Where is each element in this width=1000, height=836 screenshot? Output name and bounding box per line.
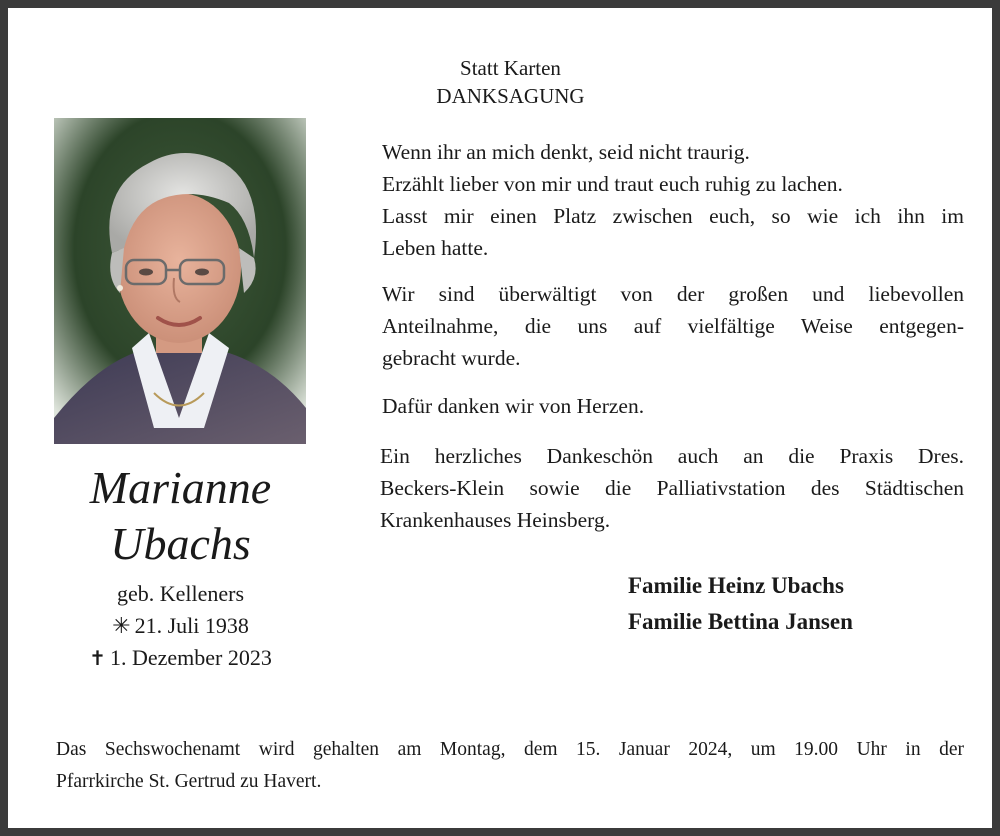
death-line [48,642,313,674]
header [368,54,653,110]
service-announcement [56,734,964,798]
paragraph-line: Ein herzliches Dankeschön auch an die Praxis Dres. [380,444,964,468]
poem [382,136,964,264]
signatures [628,568,853,640]
gratitude-text: Dafür danken wir von Herzen. [382,394,645,418]
thanks-paragraph [382,278,964,374]
poem-line: Leben hatte. [382,236,489,260]
birth-name: geb. Kelleners [116,581,245,606]
paragraph-line: Wir sind überwältigt von der großen und liebevollen [382,282,964,306]
poem-line: Erzählt lieber von mir und traut euch ruhig zu lachen. [382,172,843,196]
paragraph-line: gebracht wurde. [382,346,521,370]
death-date: 1. Dezember 2023 [109,645,272,670]
portrait-photo [54,118,306,444]
last-name: Ubachs [110,518,251,569]
gratitude-line [382,390,964,422]
death-cross-icon: ✝ [89,646,106,670]
paragraph-line: Anteilnahme, die uns auf vielfältige Weise entgegen- [382,314,964,338]
birth-star-icon: ✳ [112,613,131,638]
bio-block [48,578,313,674]
birth-line [48,610,313,642]
poem-line: Wenn ihr an mich denkt, seid nicht traurig. [382,140,750,164]
poem-line: Lasst mir einen Platz zwischen euch, so wie ich ihn im [382,204,964,228]
deceased-name [48,460,313,572]
paragraph-line: Beckers-Klein sowie die Palliativstation des Städtischen [380,476,964,500]
header-title: DANKSAGUNG [436,84,585,108]
signature-family-2: Familie Bettina Jansen [628,609,853,634]
clinic-thanks-paragraph [380,440,964,536]
footer-line: Das Sechswochenamt wird gehalten am Montag, dem 15. Januar 2024, um 19.00 Uhr in der [56,739,964,760]
header-statt-karten: Statt Karten [460,56,561,80]
footer-line: Pfarrkirche St. Gertrud zu Havert. [56,771,322,792]
signature-family-1: Familie Heinz Ubachs [628,573,844,598]
paragraph-line: Krankenhauses Heinsberg. [380,508,611,532]
birth-date: 21. Juli 1938 [134,613,249,638]
first-name: Marianne [89,462,272,513]
portrait-illustration [54,118,306,444]
